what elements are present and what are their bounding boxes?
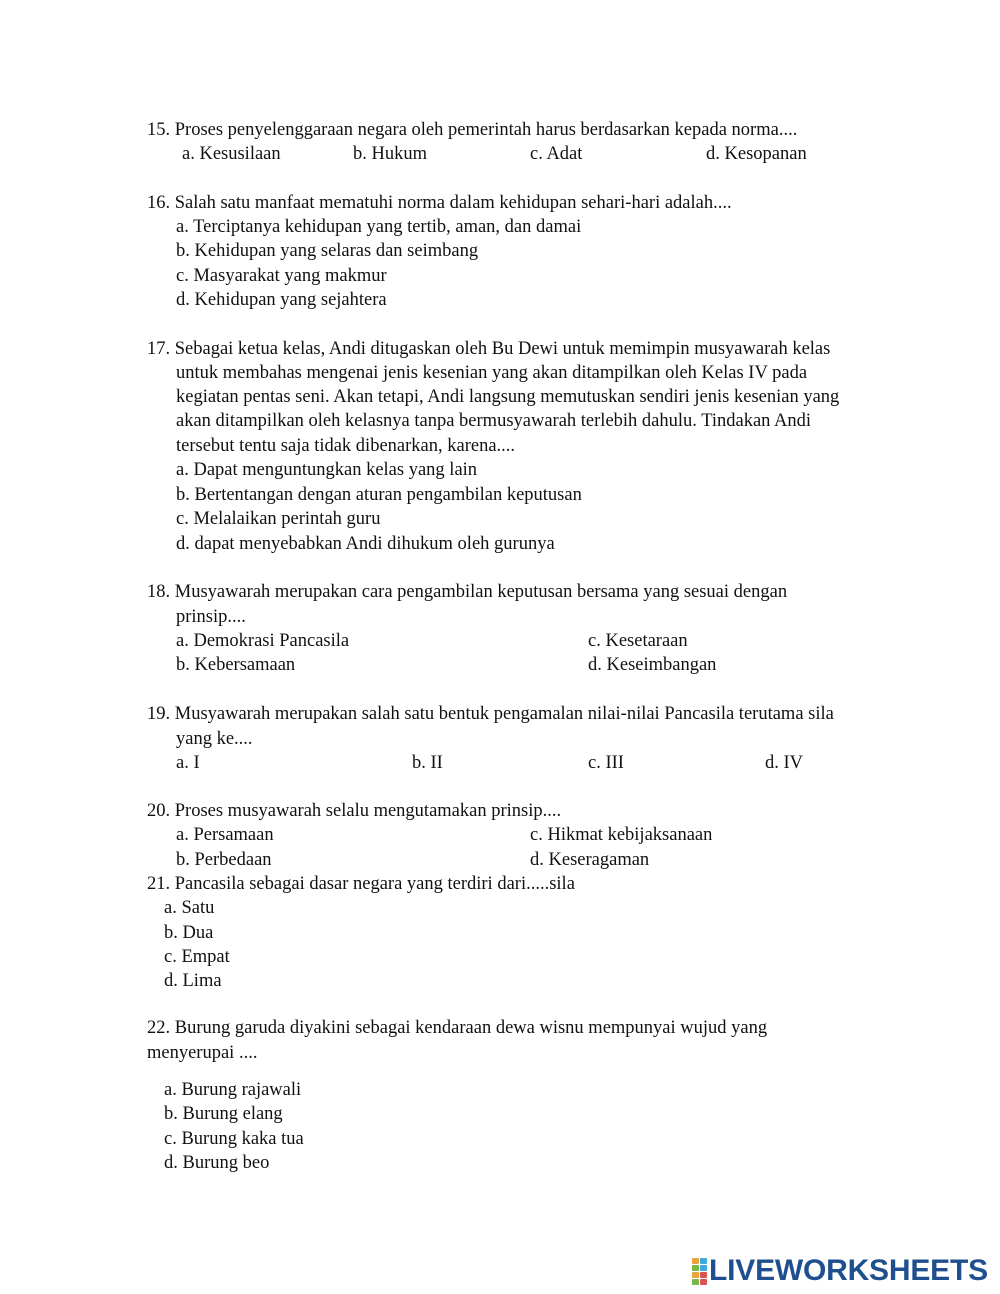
question-18-stem-line-1: 18. Musyawarah merupakan cara pengambilan keputusan bersama yang sesuai dengan [147, 582, 788, 602]
logo-block-e2 [700, 1279, 707, 1285]
question-17-option-b: b. Bertentangan dengan aturan pengambilan keputusan [176, 485, 582, 505]
question-22-option-b: b. Burung elang [164, 1104, 283, 1124]
question-15-stem: 15. Proses penyelenggaraan negara oleh pemerintah harus berdasarkan kepada norma.... [147, 120, 798, 140]
question-17-option-c: c. Melalaikan perintah guru [176, 509, 381, 529]
question-19-option-c: c. III [588, 753, 624, 773]
liveworksheets-logo-icon [692, 1258, 707, 1285]
question-16-option-d: d. Kehidupan yang sejahtera [176, 290, 387, 310]
logo-block-l2 [700, 1258, 707, 1264]
logo-block-l [692, 1258, 699, 1264]
question-15-option-d: d. Kesopanan [706, 144, 807, 164]
logo-block-i2 [700, 1265, 707, 1271]
question-19-option-b: b. II [412, 753, 443, 773]
logo-block-v [692, 1272, 699, 1278]
question-17-stem-line-2: untuk membahas mengenai jenis kesenian yang akan ditampilkan oleh Kelas IV pada [176, 363, 808, 383]
question-21-option-b: b. Dua [164, 923, 214, 943]
question-21-stem: 21. Pancasila sebagai dasar negara yang terdiri dari.....sila [147, 874, 575, 894]
question-21-option-d: d. Lima [164, 971, 222, 991]
question-18-option-c: c. Kesetaraan [588, 631, 688, 651]
question-21-option-a: a. Satu [164, 898, 215, 918]
question-17-stem-line-4: akan ditampilkan oleh kelasnya tanpa bermusyawarah terlebih dahulu. Tindakan Andi [176, 411, 812, 431]
question-16-stem: 16. Salah satu manfaat mematuhi norma dalam kehidupan sehari-hari adalah.... [147, 193, 732, 213]
question-17-stem-line-5: tersebut tentu saja tidak dibenarkan, karena.... [176, 436, 516, 456]
question-22-option-c: c. Burung kaka tua [164, 1129, 304, 1149]
question-21-option-c: c. Empat [164, 947, 230, 967]
question-17-stem-line-3: kegiatan pentas seni. Akan tetapi, Andi langsung memutuskan sendiri jenis kesenian yang [176, 387, 840, 407]
question-17-option-d: d. dapat menyebabkan Andi dihukum oleh gurunya [176, 534, 555, 554]
question-19-option-d: d. IV [765, 753, 804, 773]
question-15-option-c: c. Adat [530, 144, 583, 164]
question-22-stem-line-1: 22. Burung garuda diyakini sebagai kendaraan dewa wisnu mempunyai wujud yang [147, 1018, 768, 1038]
question-20-option-a: a. Persamaan [176, 825, 274, 845]
logo-block-i [692, 1265, 699, 1271]
question-18-option-d: d. Keseimbangan [588, 655, 717, 675]
question-20-option-d: d. Keseragaman [530, 850, 650, 870]
question-22-option-d: d. Burung beo [164, 1153, 270, 1173]
question-15-option-b: b. Hukum [353, 144, 427, 164]
question-19-option-a: a. I [176, 753, 200, 773]
question-16-option-b: b. Kehidupan yang selaras dan seimbang [176, 241, 479, 261]
question-22-stem-line-2: menyerupai .... [147, 1043, 258, 1063]
question-18-option-b: b. Kebersamaan [176, 655, 296, 675]
question-19-stem-line-1: 19. Musyawarah merupakan salah satu bentuk pengamalan nilai-nilai Pancasila terutama sila [147, 704, 834, 724]
question-20-stem: 20. Proses musyawarah selalu mengutamakan prinsip.... [147, 801, 562, 821]
liveworksheets-logo [692, 1256, 988, 1286]
question-16-option-a: a. Terciptanya kehidupan yang tertib, aman, dan damai [176, 217, 582, 237]
logo-block-e [692, 1279, 699, 1285]
question-15-option-a: a. Kesusilaan [182, 144, 281, 164]
logo-block-v2 [700, 1272, 707, 1278]
question-18-stem-line-2: prinsip.... [176, 607, 246, 627]
question-16-option-c: c. Masyarakat yang makmur [176, 266, 387, 286]
liveworksheets-logo-text: LIVEWORKSHEETS [709, 1254, 988, 1287]
question-20-option-c: c. Hikmat kebijaksanaan [530, 825, 713, 845]
question-17-stem-line-1: 17. Sebagai ketua kelas, Andi ditugaskan oleh Bu Dewi untuk memimpin musyawarah kelas [147, 339, 831, 359]
question-20-option-b: b. Perbedaan [176, 850, 272, 870]
question-22-option-a: a. Burung rajawali [164, 1080, 302, 1100]
question-19-stem-line-2: yang ke.... [176, 729, 253, 749]
question-18-option-a: a. Demokrasi Pancasila [176, 631, 350, 651]
question-17-option-a: a. Dapat menguntungkan kelas yang lain [176, 460, 478, 480]
